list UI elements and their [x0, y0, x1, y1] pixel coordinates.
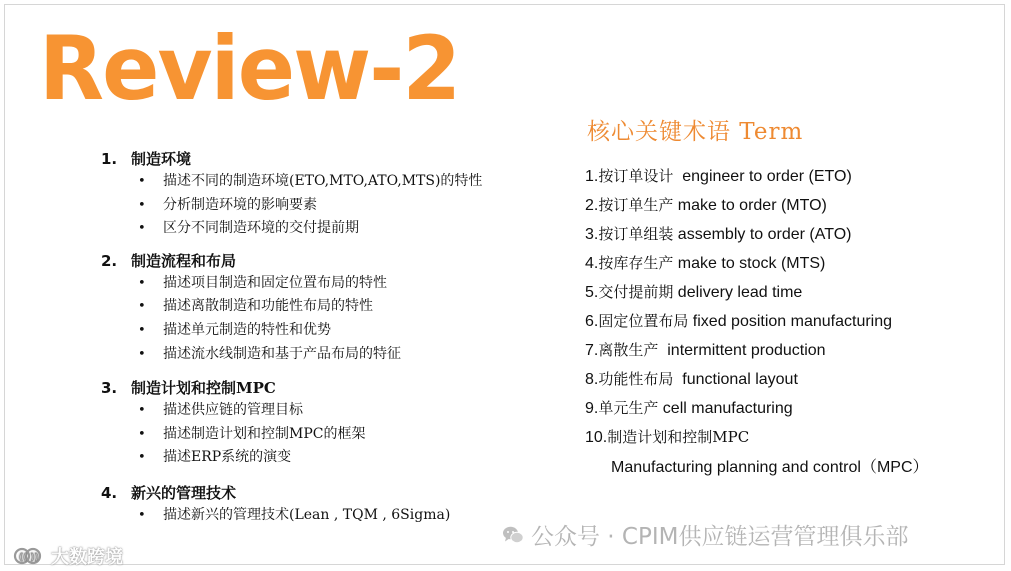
term-number: 9. — [585, 400, 599, 417]
outline-section-4 — [101, 482, 561, 528]
terms-heading: 核心关键术语 Term — [587, 119, 804, 145]
section-heading — [101, 250, 561, 272]
term-chinese: 按订单组装 — [598, 225, 674, 243]
watermark-text: 公众号 · CPIM供应链运营管理俱乐部 — [531, 524, 909, 550]
list-item — [138, 399, 561, 423]
bullet-list — [101, 272, 561, 366]
section-number: 2. — [101, 251, 118, 270]
bullet-text: 描述制造计划和控制MPC的框架 — [163, 425, 366, 442]
bullet-text: 描述供应链的管理目标 — [163, 402, 303, 419]
bullet-text: 分析制造环境的影响要素 — [163, 196, 317, 213]
section-title: 新兴的管理技术 — [131, 483, 237, 502]
slide-title: Review-2 — [39, 17, 460, 120]
bullet-text: 区分不同制造环境的交付提前期 — [163, 220, 359, 237]
term-number: 2. — [585, 197, 599, 214]
review-outline — [101, 148, 561, 528]
section-title: 制造流程和布局 — [131, 251, 237, 270]
list-item — [138, 423, 561, 447]
term-number: 4. — [585, 255, 599, 272]
list-item — [138, 504, 561, 528]
list-item — [138, 319, 561, 343]
term-english: cell manufacturing — [658, 400, 793, 417]
term-item — [585, 162, 995, 191]
terms-list — [585, 162, 995, 452]
section-heading — [101, 482, 561, 504]
term-number: 7. — [585, 342, 599, 359]
term-item — [585, 220, 995, 249]
bullet-text: 描述不同的制造环境(ETO,MTO,ATO,MTS)的特性 — [163, 173, 483, 189]
watermark-account — [501, 518, 909, 551]
wechat-icon — [501, 523, 525, 547]
watermark-brand — [13, 543, 123, 569]
list-item — [138, 217, 561, 241]
bullet-text: 描述新兴的管理技术(Lean , TQM , 6Sigma) — [163, 506, 451, 523]
term-number: 8. — [585, 371, 599, 388]
list-item — [138, 194, 561, 218]
term-chinese: 按订单生产 — [598, 196, 674, 214]
term-number: 10. — [585, 429, 608, 446]
bullet-icon: • — [138, 197, 146, 213]
bullet-text: 描述单元制造的特性和优势 — [163, 321, 331, 338]
term-number: 1. — [585, 168, 599, 185]
section-title: 制造环境 — [131, 150, 192, 168]
term-item — [585, 191, 995, 220]
list-item — [138, 272, 561, 296]
bullet-icon: • — [138, 275, 146, 291]
term-english-continuation: Manufacturing planning and control（MPC） — [611, 459, 929, 476]
term-chinese: 固定位置布局 — [598, 312, 689, 330]
bullet-text: 描述离散制造和功能性布局的特性 — [163, 298, 373, 315]
bullet-text: 描述项目制造和固定位置布局的特性 — [163, 274, 387, 291]
brand-logo-icon — [13, 545, 47, 567]
slide — [4, 4, 1005, 568]
term-english: make to order (MTO) — [673, 197, 827, 214]
bullet-list — [101, 504, 561, 528]
watermark-text: 大数跨境 — [51, 547, 123, 568]
bullet-list — [101, 399, 561, 470]
term-chinese: 离散生产 — [598, 341, 659, 359]
section-heading — [101, 377, 561, 399]
bullet-text: 描述ERP系统的演变 — [163, 449, 292, 466]
bullet-icon: • — [138, 174, 146, 189]
bullet-icon: • — [138, 221, 146, 237]
term-number: 3. — [585, 226, 599, 243]
list-item — [138, 446, 561, 470]
term-number: 5. — [585, 284, 599, 301]
bullet-text: 描述流水线制造和基于产品布局的特征 — [163, 345, 401, 362]
term-chinese: 制造计划和控制MPC — [607, 428, 750, 446]
term-item — [585, 307, 995, 336]
term-english: engineer to order (ETO) — [673, 168, 852, 185]
outline-section-2 — [101, 250, 561, 366]
term-chinese: 按库存生产 — [598, 254, 674, 272]
section-heading — [101, 148, 561, 170]
term-chinese: 功能性布局 — [598, 370, 674, 388]
term-english: intermittent production — [658, 342, 826, 359]
outline-section-1 — [101, 148, 561, 241]
bullet-list — [101, 170, 561, 241]
term-item — [585, 423, 995, 452]
svg-text:(( )): (( )) — [19, 553, 39, 563]
term-chinese: 交付提前期 — [598, 283, 674, 301]
section-number: 3. — [101, 379, 118, 398]
term-number: 6. — [585, 313, 599, 330]
bullet-icon: • — [138, 322, 146, 338]
term-chinese: 按订单设计 — [598, 167, 674, 185]
bullet-icon: • — [138, 426, 146, 442]
term-english: make to stock (MTS) — [673, 255, 826, 272]
list-item — [138, 343, 561, 367]
term-item — [585, 336, 995, 365]
bullet-icon: • — [138, 346, 146, 362]
term-item — [585, 249, 995, 278]
bullet-icon: • — [138, 403, 146, 419]
section-number: 1. — [101, 150, 118, 168]
bullet-icon: • — [138, 299, 146, 315]
term-english: assembly to order (ATO) — [673, 226, 852, 243]
term-item — [585, 365, 995, 394]
term-english: functional layout — [673, 371, 798, 388]
bullet-icon: • — [138, 450, 146, 466]
bullet-icon: • — [138, 507, 146, 523]
term-chinese: 单元生产 — [598, 399, 659, 417]
list-item — [138, 295, 561, 319]
list-item — [138, 170, 561, 194]
term-item — [585, 394, 995, 423]
term-item — [585, 278, 995, 307]
outline-section-3 — [101, 377, 561, 470]
term-english: fixed position manufacturing — [688, 313, 893, 330]
section-number: 4. — [101, 483, 118, 502]
term-english: delivery lead time — [673, 284, 803, 301]
section-title: 制造计划和控制MPC — [131, 379, 276, 398]
